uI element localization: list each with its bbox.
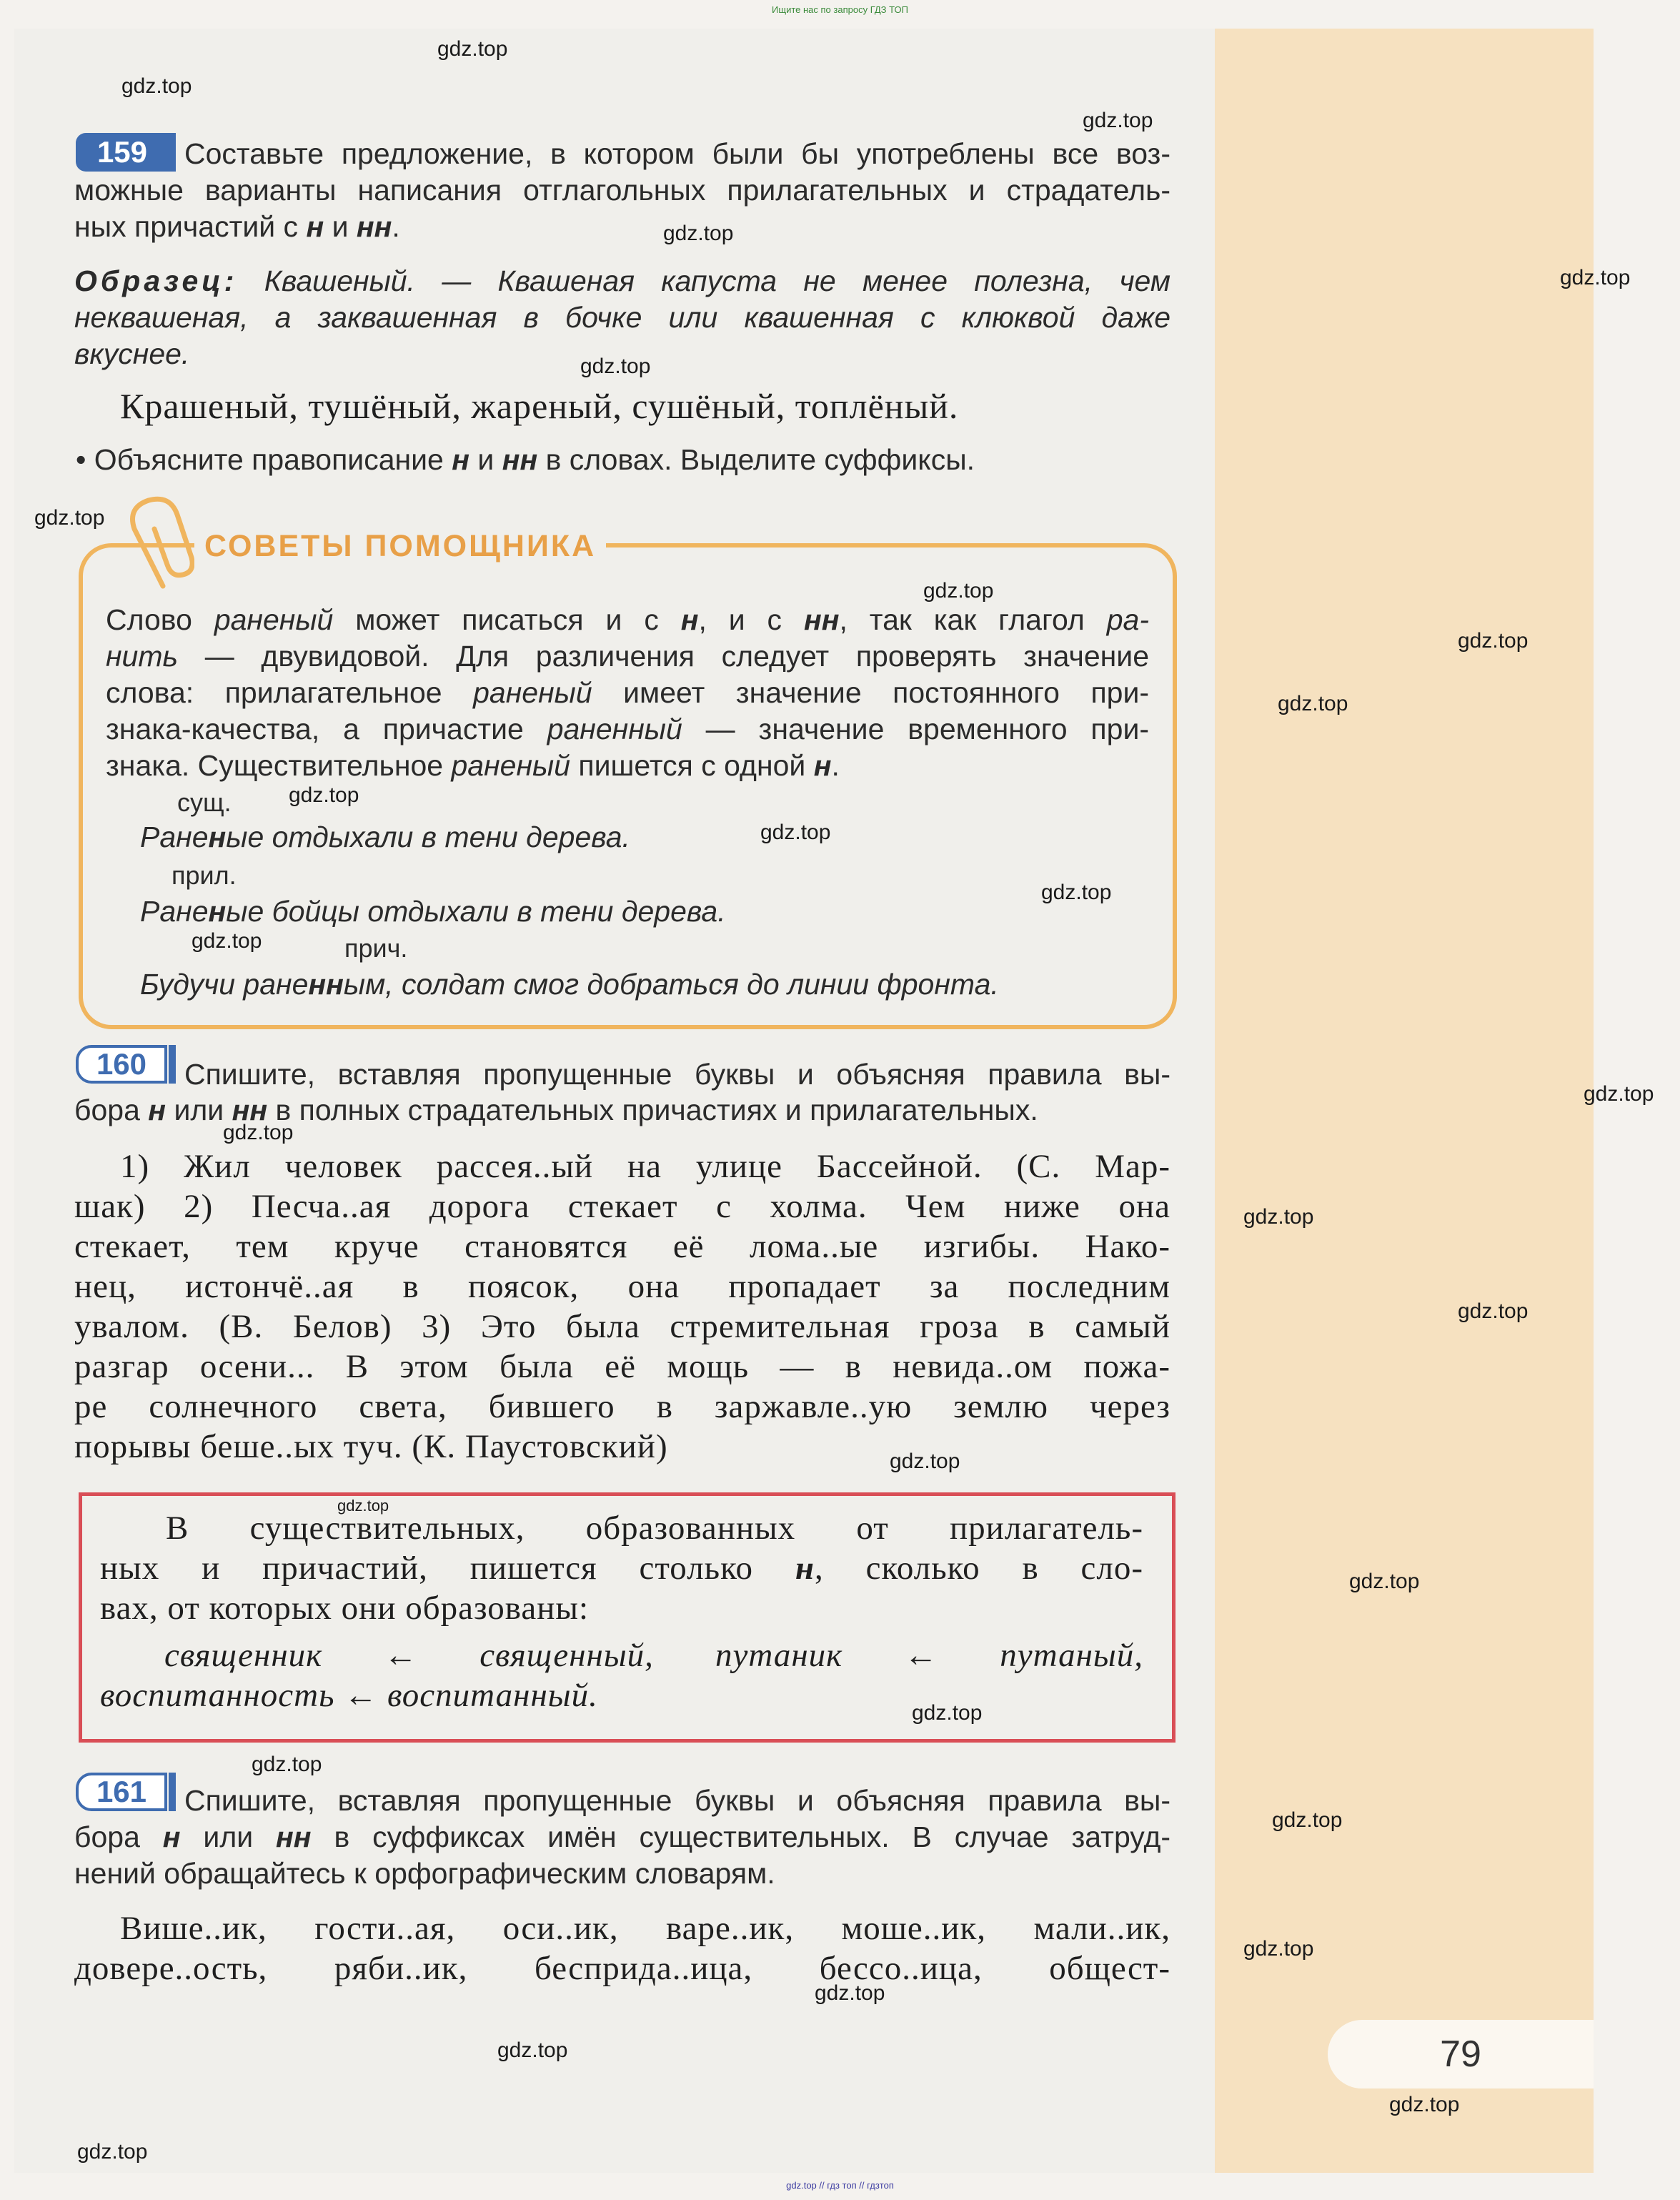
watermark: gdz.top [1278,692,1348,715]
exercise-161-task: Спишите, вставляя пропущенные буквы и объясняя правила вы- [184,1784,1170,1817]
page-number: 79 [1328,2020,1594,2088]
exercise-160-task-cont: бора н или нн в полных страдательных причастиях и прилагательных. [74,1094,1038,1126]
footer-note: gdz.top // гдз топ // гдзтоп [786,2180,894,2191]
watermark: gdz.top [1584,1082,1654,1106]
watermark: gdz.top [1458,629,1529,653]
watermark: gdz.top [1560,266,1631,289]
watermark: gdz.top [223,1121,294,1144]
watermark: gdz.top [890,1450,960,1473]
watermark: gdz.top [1083,109,1153,132]
watermark: gdz.top [1272,1808,1343,1832]
rule-examples: священник ← священный, путаник ← путаный, воспитанность ← воспитанный. [100,1637,1143,1714]
exercise-160-task: Спишите, вставляя пропущенные буквы и объясняя правила вы- [184,1058,1170,1091]
watermark: gdz.top [77,2140,148,2164]
advice-example: Будучи раненным, солдат смог добраться до линии фронта. [140,968,999,1001]
watermark: gdz.top [121,74,192,98]
exercise-number-bar [169,1045,176,1084]
exercise-number-bar [169,133,176,172]
watermark: gdz.top [1458,1299,1529,1323]
exercise-161-number: 161 [76,1773,167,1811]
advice-example: Раненые бойцы отдыхали в тени дерева. [140,895,726,928]
watermark: gdz.top [923,579,994,603]
advice-text: Слово раненый может писаться и с н, и с нн, так как глагол ра- нить — двувидовой. Для различения следует проверять значение слова: прилагательное раненый имеет значение постоянного при- знака-качества, а причастие раненный — значение временного при- знака. Существительное раненый пишется с одной н. [106,603,1150,782]
rule-text: В существительных, образованных от прилагатель- ных и причастий, пишется столько н, сколько в сло- вах, от которых они образованы: [100,1510,1143,1627]
watermark: gdz.top [192,929,262,953]
watermark: gdz.top [497,2038,568,2062]
advice-example: Раненые отдыхали в тени дерева. [140,821,630,853]
exercise-159-subtask: • Объясните правописание н и нн в словах. Выделите суффиксы. [76,443,975,476]
page-margin-strip [1215,29,1594,2173]
watermark: gdz.top [289,783,359,807]
watermark: gdz.top [1243,1205,1314,1229]
example-label: прич. [344,933,408,963]
watermark: gdz.top [580,355,651,378]
exercise-number-bar [169,1773,176,1811]
advice-title: СОВЕТЫ ПОМОЩНИКА [194,529,606,572]
exercise-161-text: Више..ик, гости..ая, оси..ик, варе..ик, моше..ик, мали..ик, довере..ость, ряби..ик, бесприда..ица, бессо..ица, общест- [74,1910,1170,1987]
example-label: сущ. [177,788,232,817]
watermark: gdz.top [912,1701,983,1725]
exercise-159-task: Составьте предложение, в котором были бы употреблены все воз- [184,137,1170,170]
exercise-159-task-cont: можные варианты написания отглагольных прилагательных и страдатель- ных причастий с н и нн. [74,174,1170,243]
watermark: gdz.top [1041,881,1112,904]
bullet-icon: • [76,443,86,476]
watermark: gdz.top [1349,1570,1420,1593]
letter-n: н [306,210,324,243]
exercise-161-task-cont: бора н или нн в суффиксах имён существительных. В случае затруд- нений обращайтесь к орфографическим словарям. [74,1820,1171,1890]
watermark: gdz.top [1243,1937,1314,1961]
watermark: gdz.top [815,1981,885,2005]
watermark: gdz.top [252,1753,322,1776]
watermark: gdz.top [760,821,831,844]
exercise-159-sample: Образец: Квашеный. — Квашеная капуста не менее полезна, чем неквашеная, а заквашенная в бочке или квашенная с клюквой даже вкуснее. [74,264,1170,370]
paperclip-icon [120,486,206,593]
exercise-160-number: 160 [76,1045,167,1084]
exercise-159-words: Крашеный, тушёный, жареный, сушёный, топлёный. [120,386,959,426]
header-note: Ищите нас по запросу ГДЗ ТОП [772,4,908,15]
watermark: gdz.top [437,37,508,61]
watermark: gdz.top [663,222,734,245]
watermark: gdz.top [337,1497,389,1515]
sample-label: Образец: [74,264,238,297]
watermark: gdz.top [34,506,105,530]
exercise-160-text: 1) Жил человек рассея..ый на улице Бассейной. (С. Мар- шак) 2) Песча..ая дорога стекает с холма. Чем ниже она стекает, тем круче становятся её лома..ые изгибы. Нако- нец, истончё..ая в поясок, она пропадает за последним увалом. (В. Белов) 3) Это была стремительная гроза в самый разгар осени... В этом была её мощь — в невида..ом пожа- ре солнечного света, бившего в заржавле..ую землю через порывы беше..ых туч. (К. Паустовский) [74,1148,1170,1465]
exercise-159-number: 159 [76,133,169,172]
example-label: прил. [172,861,237,890]
letter-nn: нн [356,210,392,243]
watermark: gdz.top [1389,2093,1460,2116]
